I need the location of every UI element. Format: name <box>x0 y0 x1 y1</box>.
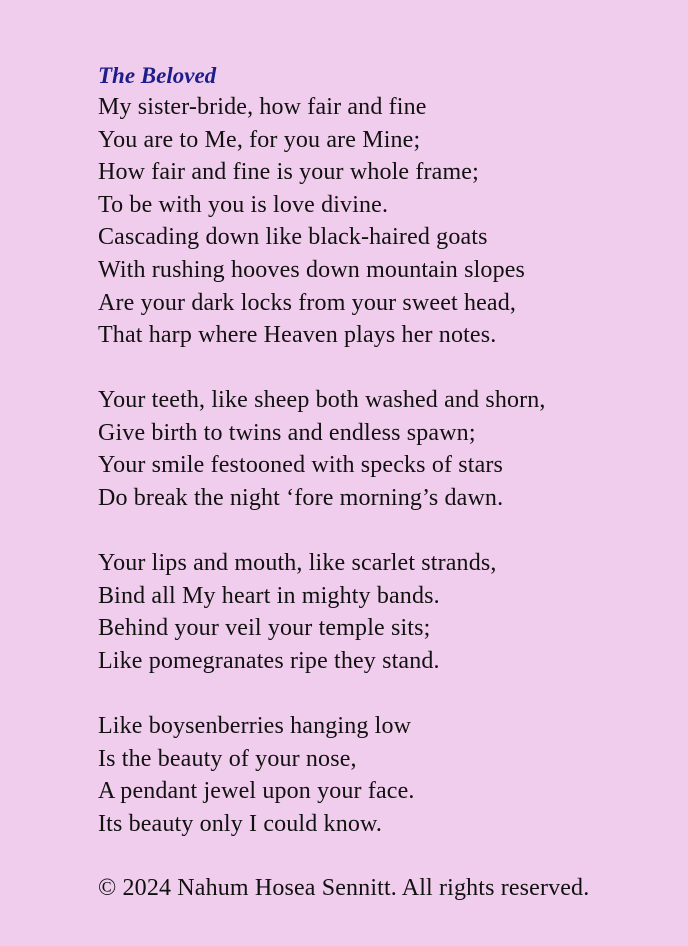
poem-line: Bind all My heart in mighty bands. <box>98 582 440 609</box>
poem-line: My sister-bride, how fair and fine <box>98 94 427 120</box>
poem-line: Its beauty only I could know. <box>98 810 383 837</box>
poem-line: Are your dark locks from your sweet head, <box>98 289 517 316</box>
poem-line: Your smile festooned with specks of stars <box>98 452 504 479</box>
poem-line: Is the beauty of your nose, <box>98 745 357 772</box>
poem-line: That harp where Heaven plays her notes. <box>98 322 497 349</box>
poem-page <box>98 61 673 928</box>
poem-line: How fair and fine is your whole frame; <box>98 159 479 186</box>
stanza-4 <box>98 710 673 840</box>
copyright-notice: © 2024 Nahum Hosea Sennitt. All rights reserved. <box>98 875 590 902</box>
poem-line: Your teeth, like sheep both washed and shorn, <box>98 387 546 414</box>
poem-line: Do break the night ‘fore morning’s dawn. <box>98 485 504 512</box>
poem-line: Like pomegranates ripe they stand. <box>98 647 440 674</box>
poem-line: To be with you is love divine. <box>98 191 389 218</box>
poem-line: Like boysenberries hanging low <box>98 713 412 739</box>
poem-title: The Beloved <box>98 63 217 88</box>
poem-line: A pendant jewel upon your face. <box>98 778 415 805</box>
poem-line: Behind your veil your temple sits; <box>98 615 431 642</box>
poem-line: Give birth to twins and endless spawn; <box>98 419 476 446</box>
stanza-1 <box>98 91 673 352</box>
stanza-2 <box>98 384 673 514</box>
poem-line: Your lips and mouth, like scarlet strands, <box>98 550 497 577</box>
poem-line: You are to Me, for you are Mine; <box>98 126 421 153</box>
poem-line: With rushing hooves down mountain slopes <box>98 256 526 283</box>
stanza-3 <box>98 547 673 677</box>
poem-line: Cascading down like black-haired goats <box>98 224 488 251</box>
